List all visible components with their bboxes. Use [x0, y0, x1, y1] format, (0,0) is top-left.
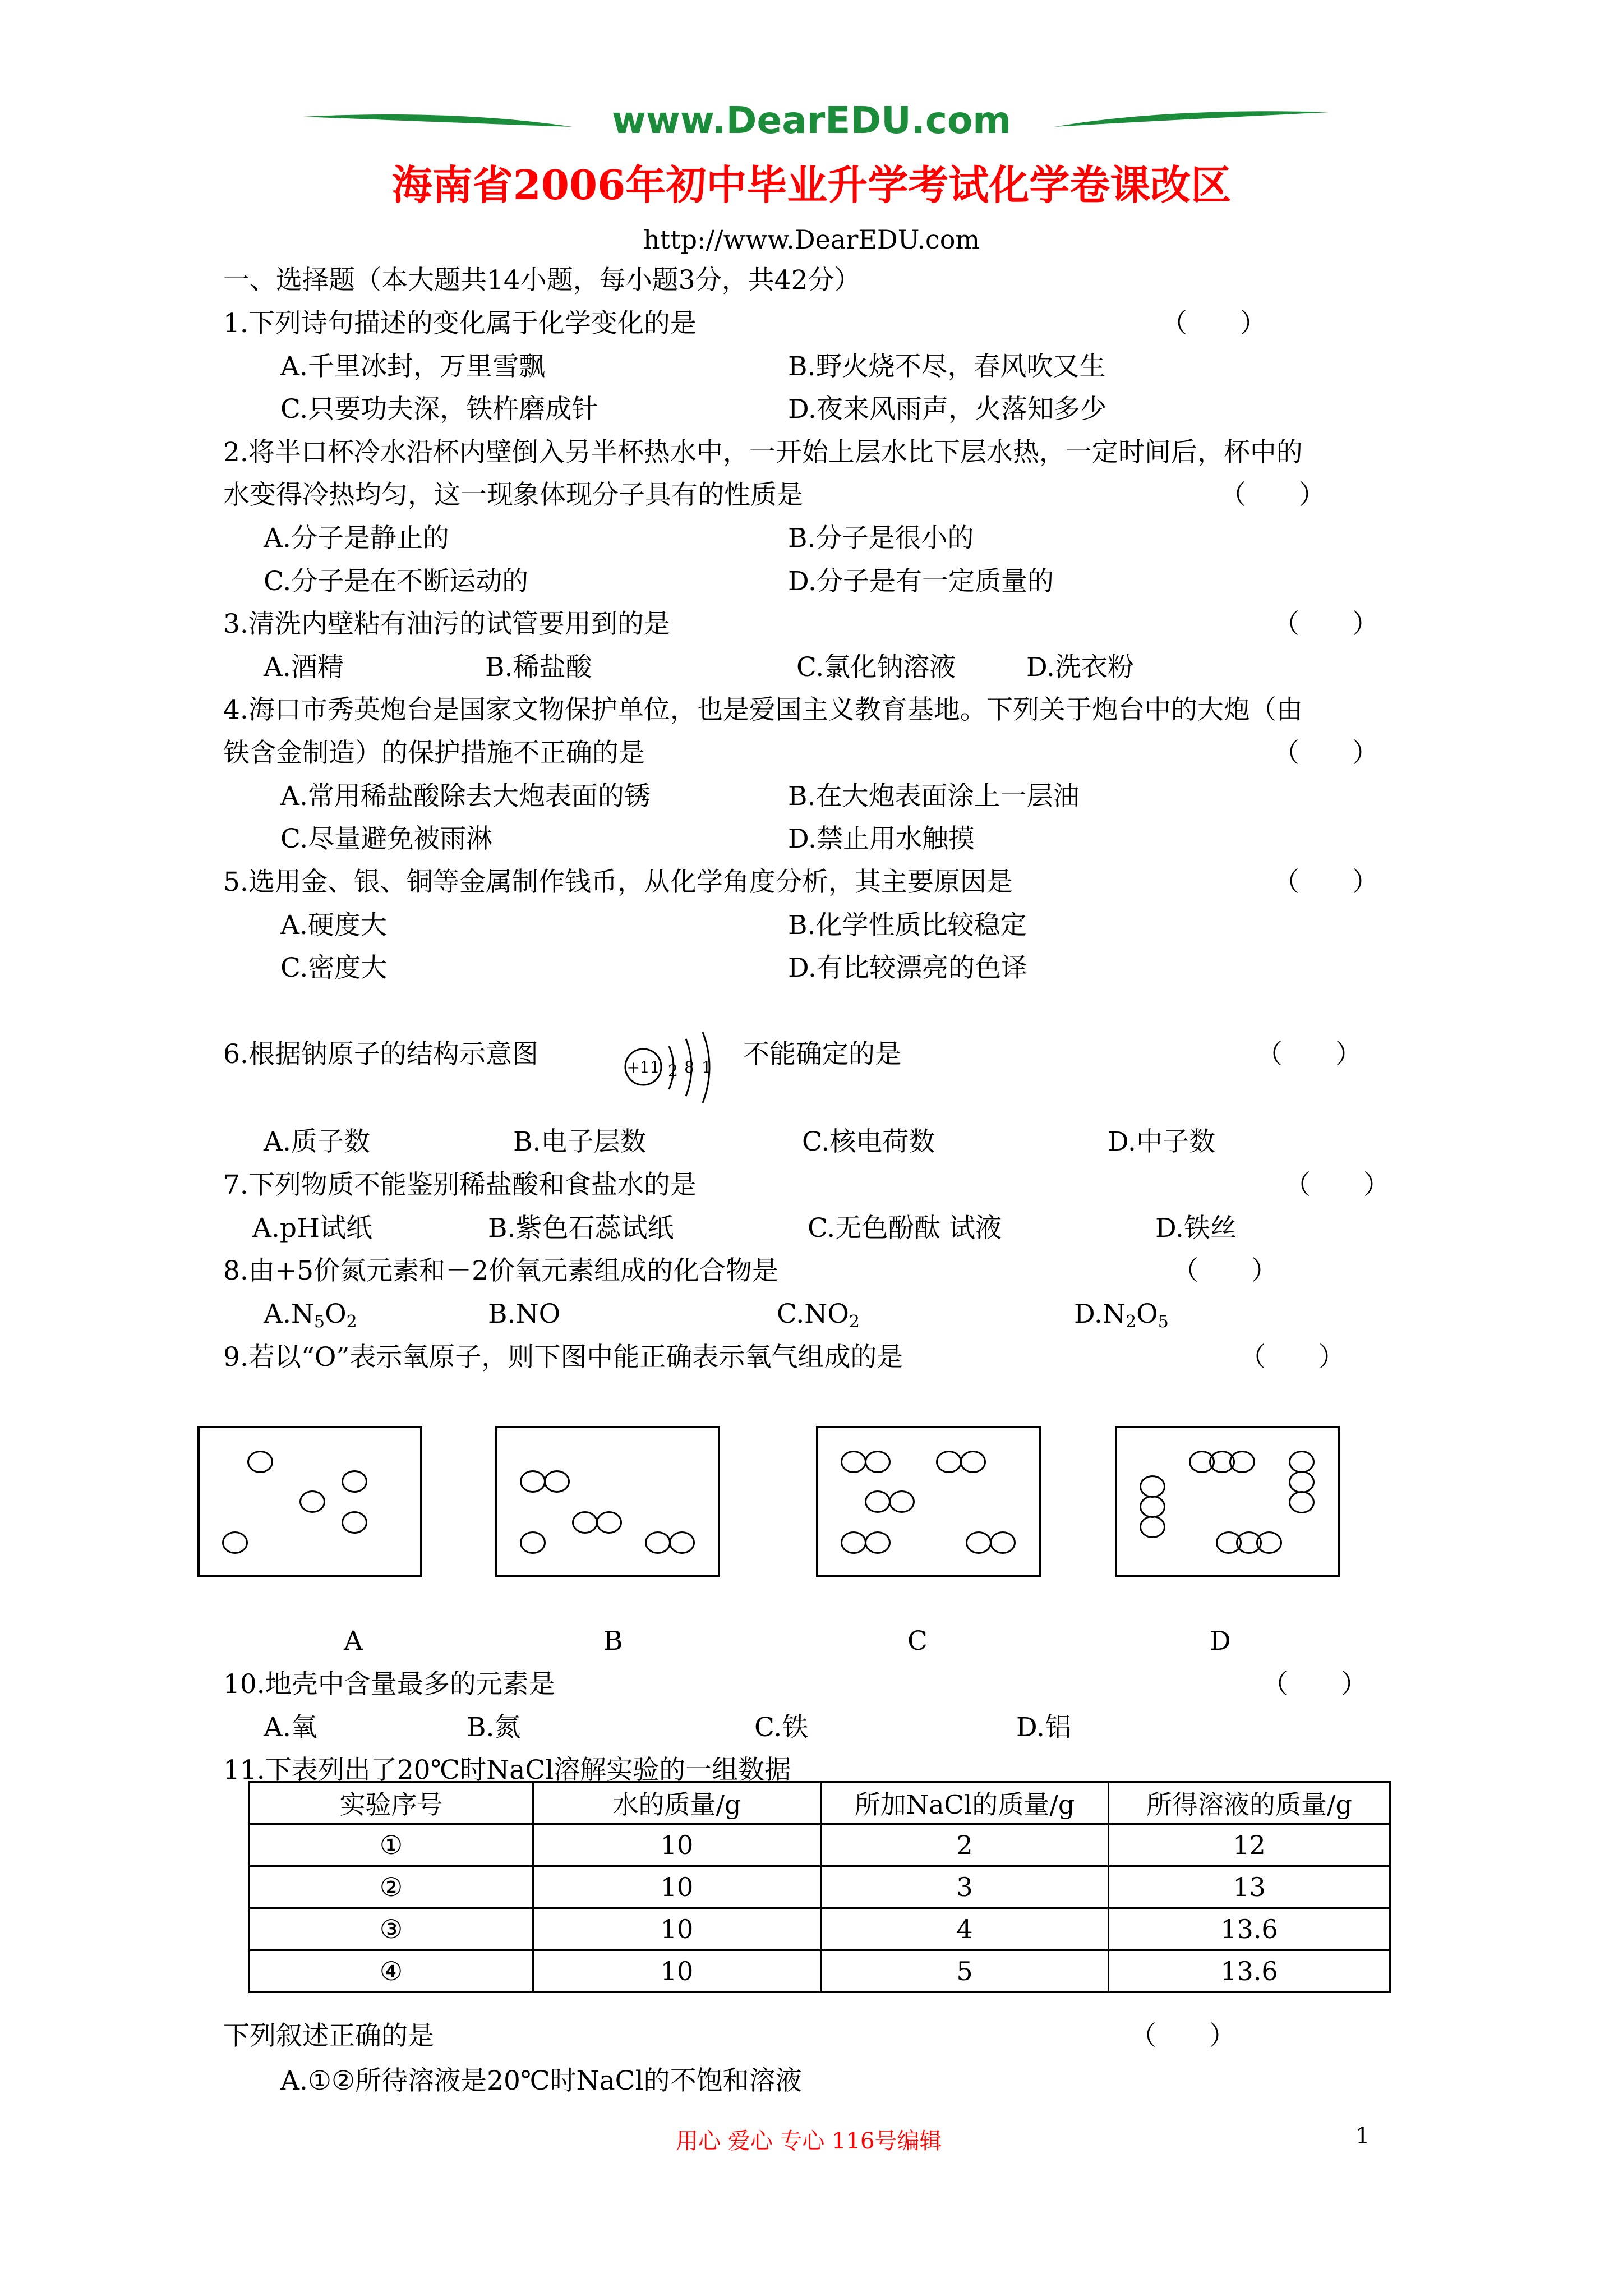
q7-option-b: B.紫色石蕊试纸: [488, 1213, 674, 1244]
q5-option-d: D.有比较漂亮的色译: [788, 953, 1027, 983]
q3-option-c: C.氯化钠溶液: [796, 652, 956, 683]
oxygen-atom: [520, 1531, 546, 1554]
oxygen-atom: [1140, 1516, 1165, 1538]
q4-option-d: D.禁止用水触摸: [788, 823, 975, 854]
oxygen-atom: [247, 1451, 273, 1473]
q8-option-c: $C.NO_2$: [777, 1299, 860, 1332]
q5-option-c: C.密度大: [280, 953, 388, 983]
diagram-box-b: [495, 1426, 720, 1577]
q5-option-b: B.化学性质比较稳定: [788, 910, 1027, 941]
oxygen-atom: [669, 1531, 695, 1554]
table-cell: 10: [533, 1824, 821, 1866]
oxygen-atom: [841, 1531, 866, 1554]
q11-followup: 下列叙述正确的是: [223, 2021, 434, 2051]
shell-2-electrons: 8: [684, 1058, 694, 1076]
diagram-label-d: D: [1210, 1626, 1231, 1657]
q5-answer-blank[interactable]: （ ）: [1273, 867, 1378, 898]
q3-stem: 3.清洗内壁粘有油污的试管要用到的是: [223, 609, 670, 639]
oxygen-atom: [936, 1451, 962, 1473]
q9-answer-blank[interactable]: （ ）: [1239, 1342, 1345, 1373]
q4-option-b: B.在大炮表面涂上一层油: [788, 781, 1080, 812]
q2-answer-blank[interactable]: （ ）: [1220, 480, 1325, 510]
oxygen-atom: [889, 1490, 915, 1513]
shell-3-electrons: 1: [702, 1058, 712, 1076]
q7-option-c: C.无色酚酞 试液: [808, 1213, 1002, 1244]
column-header: 实验序号: [250, 1782, 533, 1824]
section-heading: 一、选择题（本大题共14小题，每小题3分，共42分）: [223, 265, 861, 296]
q3-option-a: A.酒精: [264, 652, 344, 683]
q7-option-a: A.pH试纸: [252, 1213, 372, 1244]
oxygen-atom: [299, 1490, 325, 1513]
q11-option-a: A.①②所待溶液是20℃时NaCl的不饱和溶液: [280, 2065, 802, 2096]
table-row: [250, 1908, 1390, 1950]
q3-option-b: B.稀盐酸: [485, 652, 592, 683]
q6-option-b: B.电子层数: [513, 1126, 647, 1157]
column-header: 水的质量/g: [533, 1782, 821, 1824]
q8-answer-blank[interactable]: （ ）: [1172, 1255, 1278, 1286]
q1-option-d: D.夜来风雨声，火落知多少: [788, 394, 1106, 425]
oxygen-atom: [865, 1451, 891, 1473]
q11-answer-blank[interactable]: （ ）: [1130, 2021, 1235, 2051]
diagram-label-c: C: [907, 1626, 928, 1657]
site-url[interactable]: http://www.DearEDU.com: [643, 224, 980, 255]
q2-option-a: A.分子是静止的: [264, 523, 449, 554]
nacl-dissolution-table: [248, 1781, 1391, 1993]
table-cell: 10: [533, 1866, 821, 1908]
q8-option-b: B.NO: [488, 1299, 561, 1329]
oxygen-atom: [222, 1531, 248, 1554]
oxygen-atom: [1140, 1475, 1165, 1498]
diagram-label-a: A: [344, 1626, 363, 1657]
table-cell: 13.6: [1109, 1950, 1390, 1993]
footer-text: 用心 爱心 专心 116号编辑: [676, 2128, 942, 2154]
oxygen-atom: [520, 1470, 546, 1493]
q1-option-a: A.千里冰封，万里雪飘: [280, 351, 545, 382]
q10-answer-blank[interactable]: （ ）: [1262, 1669, 1367, 1700]
oxygen-atom: [342, 1511, 367, 1534]
q7-stem: 7.下列物质不能鉴别稀盐酸和食盐水的是: [223, 1170, 697, 1200]
column-header: 所加NaCl的质量/g: [821, 1782, 1109, 1824]
q1-stem: 1.下列诗句描述的变化属于化学变化的是: [223, 308, 697, 339]
table-cell: ②: [250, 1866, 533, 1908]
q2-option-c: C.分子是在不断运动的: [264, 566, 529, 597]
oxygen-atom: [865, 1531, 891, 1554]
q10-option-c: C.铁: [754, 1712, 809, 1743]
q3-answer-blank[interactable]: （ ）: [1273, 609, 1378, 639]
table-cell: 10: [533, 1950, 821, 1993]
q9-stem: 9.若以“O”表示氧原子，则下图中能正确表示氧气组成的是: [223, 1342, 903, 1373]
table-cell: 10: [533, 1908, 821, 1950]
table-header-row: [250, 1782, 1390, 1824]
oxygen-atom: [1289, 1451, 1315, 1473]
oxygen-atom: [1289, 1471, 1315, 1493]
table-cell: 13.6: [1109, 1908, 1390, 1950]
table-cell: ③: [250, 1908, 533, 1950]
oxygen-atom: [1229, 1451, 1255, 1473]
q4-option-a: A.常用稀盐酸除去大炮表面的锈: [280, 781, 651, 812]
table-cell: 2: [821, 1824, 1109, 1866]
q2-stem-line1: 2.将半口杯冷水沿杯内壁倒入另半杯热水中，一开始上层水比下层水热，一定时间后，杯中的: [223, 437, 1303, 468]
diagram-box-a: [197, 1426, 422, 1577]
q5-option-a: A.硬度大: [280, 910, 387, 941]
diagram-box-d: [1115, 1426, 1340, 1577]
q7-answer-blank[interactable]: （ ）: [1284, 1170, 1390, 1200]
q10-option-d: D.铝: [1016, 1712, 1071, 1743]
oxygen-atom: [544, 1470, 570, 1493]
shell-1-electrons: 2: [668, 1061, 678, 1080]
oxygen-atom: [1140, 1496, 1165, 1518]
table-cell: 3: [821, 1866, 1109, 1908]
table-cell: ④: [250, 1950, 533, 1993]
column-header: 所得溶液的质量/g: [1109, 1782, 1390, 1824]
q5-stem: 5.选用金、银、铜等金属制作钱币，从化学角度分析，其主要原因是: [223, 867, 1013, 898]
q4-stem-line2: 铁含金制造）的保护措施不正确的是: [223, 738, 645, 769]
q10-option-b: B.氮: [467, 1712, 521, 1743]
site-banner: www.DearEDU.com: [611, 99, 1012, 142]
oxygen-atom: [990, 1531, 1016, 1554]
table-cell: 12: [1109, 1824, 1390, 1866]
oxygen-atom: [572, 1511, 598, 1534]
exam-title: 海南省2006年初中毕业升学考试化学卷课改区: [391, 161, 1232, 209]
q6-stem-end: 不能确定的是: [743, 1039, 901, 1070]
oxygen-atom: [1256, 1531, 1282, 1554]
q8-stem: 8.由+5价氮元素和－2价氧元素组成的化合物是: [223, 1255, 779, 1286]
table-cell: 4: [821, 1908, 1109, 1950]
table-row: [250, 1866, 1390, 1908]
oxygen-atom: [841, 1451, 866, 1473]
table-cell: 13: [1109, 1866, 1390, 1908]
q2-option-b: B.分子是很小的: [788, 523, 974, 554]
oxygen-atom: [865, 1490, 891, 1513]
q4-option-c: C.尽量避免被雨淋: [280, 823, 493, 854]
oxygen-atom: [342, 1470, 367, 1493]
diagram-label-b: B: [603, 1626, 623, 1657]
q4-stem-line1: 4.海口市秀英炮台是国家文物保护单位，也是爱国主义教育基地。下列关于炮台中的大炮（由: [223, 694, 1303, 725]
table-row: [250, 1950, 1390, 1993]
nucleus-charge: +11: [626, 1058, 660, 1076]
q1-option-b: B.野火烧不尽，春风吹又生: [788, 351, 1106, 382]
q6-stem-start: 6.根据钠原子的结构示意图: [223, 1039, 538, 1070]
q1-answer-blank[interactable]: （ ）: [1161, 308, 1266, 339]
q2-option-d: D.分子是有一定质量的: [788, 566, 1054, 597]
table-cell: 5: [821, 1950, 1109, 1993]
q3-option-d: D.洗衣粉: [1026, 652, 1134, 683]
q8-option-d: $D.N_2O_5$: [1074, 1299, 1169, 1332]
table-row: [250, 1824, 1390, 1866]
oxygen-atom: [645, 1531, 671, 1554]
q8-option-a: $A.N_5O_2$: [264, 1299, 357, 1332]
q6-option-c: C.核电荷数: [802, 1126, 935, 1157]
diagram-box-c: [816, 1426, 1041, 1577]
oxygen-atom: [960, 1451, 986, 1473]
q7-option-d: D.铁丝: [1155, 1213, 1237, 1244]
page-number: 1: [1355, 2123, 1370, 2149]
q2-stem-line2: 水变得冷热均匀，这一现象体现分子具有的性质是: [223, 480, 803, 510]
q11-stem: 11.下表列出了20℃时NaCl溶解实验的一组数据: [223, 1755, 791, 1786]
q10-stem: 10.地壳中含量最多的元素是: [223, 1669, 555, 1700]
q6-option-a: A.质子数: [264, 1126, 370, 1157]
q10-option-a: A.氧: [264, 1712, 317, 1743]
q1-option-c: C.只要功夫深，铁杵磨成针: [280, 394, 598, 425]
oxygen-atom: [966, 1531, 992, 1554]
oxygen-atom: [596, 1511, 622, 1534]
oxygen-atom: [1289, 1491, 1315, 1513]
q4-answer-blank[interactable]: （ ）: [1273, 738, 1378, 769]
q6-answer-blank[interactable]: （ ）: [1256, 1039, 1362, 1070]
table-cell: ①: [250, 1824, 533, 1866]
q6-option-d: D.中子数: [1108, 1126, 1215, 1157]
sodium-atom-structure-diagram: [620, 1027, 726, 1111]
